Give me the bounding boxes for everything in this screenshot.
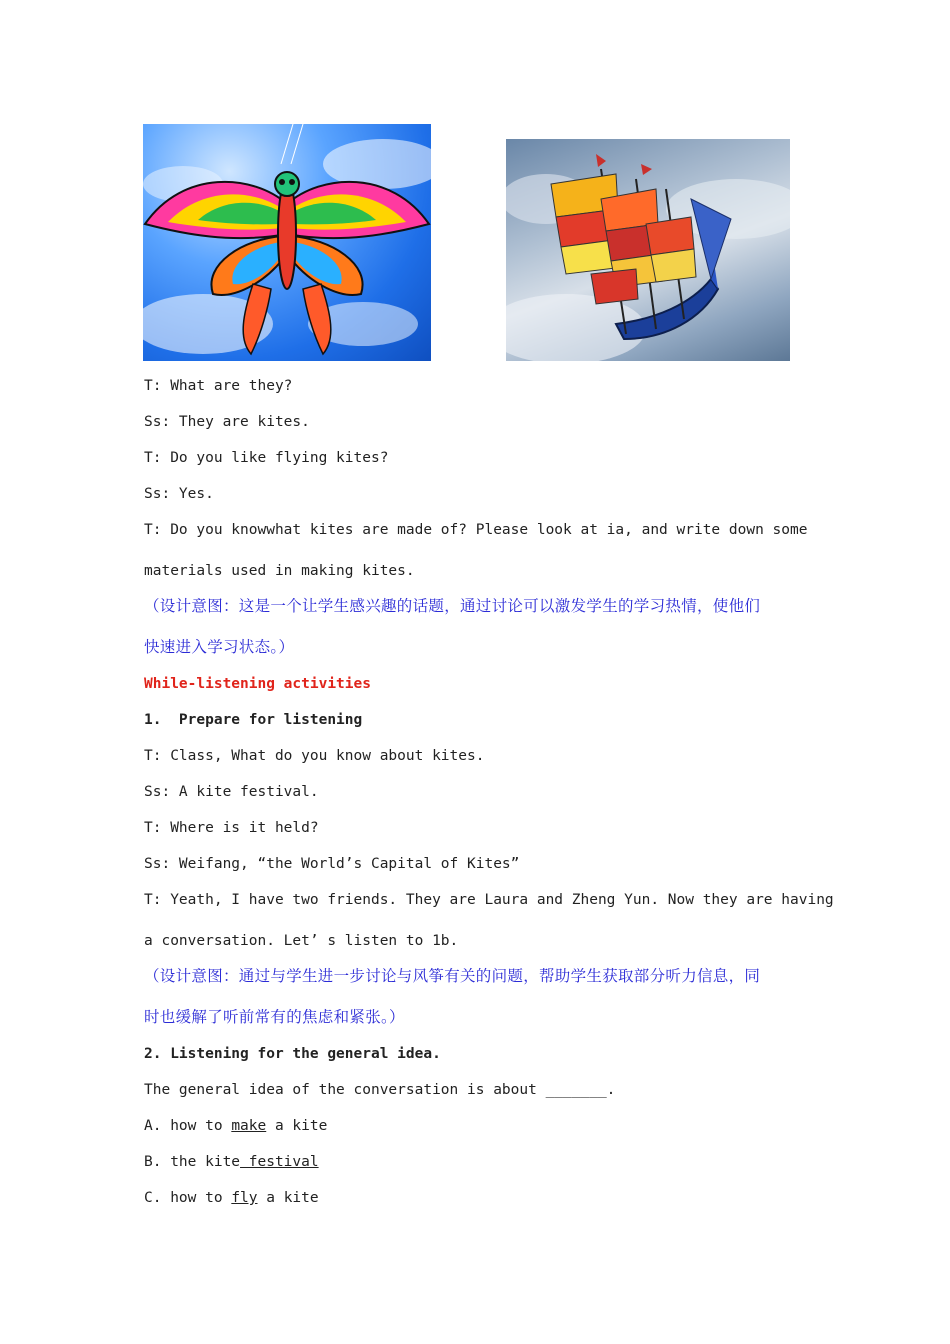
option-text: B. the kite: [144, 1154, 241, 1170]
option-keyword: make: [231, 1118, 267, 1134]
option-a: [144, 1116, 327, 1136]
butterfly-kite-drawing: [143, 124, 431, 361]
dialogue-line: T: What are they?: [144, 378, 293, 394]
dialogue-line: Ss: A kite festival.: [144, 784, 319, 800]
dialogue-line: T: Yeath, I have two friends. They are Laura and Zheng Yun. Now they are having: [144, 892, 834, 908]
option-c: [144, 1188, 319, 1208]
dialogue-line: Ss: They are kites.: [144, 414, 310, 430]
step-heading: 2. Listening for the general idea.: [144, 1046, 441, 1062]
design-intent-note: （设计意图：这是一个让学生感兴趣的话题，通过讨论可以激发学生的学习热情，使他们: [144, 597, 761, 615]
dialogue-line: materials used in making kites.: [144, 563, 415, 579]
dialogue-line: T: Do you knowwhat kites are made of? Please look at ia, and write down some: [144, 522, 808, 538]
dialogue-line: T: Do you like flying kites?: [144, 450, 389, 466]
dialogue-line: T: Class, What do you know about kites.: [144, 748, 485, 764]
section-heading: While-listening activities: [144, 676, 371, 692]
ship-kite-drawing: [506, 139, 790, 361]
option-keyword: fly: [231, 1190, 258, 1206]
option-text: A. how to: [144, 1118, 232, 1134]
design-intent-note: （设计意图：通过与学生进一步讨论与风筝有关的问题，帮助学生获取部分听力信息，同: [144, 967, 761, 985]
butterfly-kite-image: [143, 124, 431, 361]
design-intent-note: 快速进入学习状态。）: [144, 638, 295, 656]
step-heading: 1. Prepare for listening: [144, 712, 363, 728]
option-text: C. how to: [144, 1190, 232, 1206]
option-text: a kite: [257, 1190, 319, 1206]
dialogue-line: Ss: Yes.: [144, 486, 214, 502]
option-keyword: festival: [240, 1154, 319, 1170]
design-intent-note: 时也缓解了听前常有的焦虑和紧张。）: [144, 1008, 405, 1026]
question-text: The general idea of the conversation is about _______.: [144, 1082, 616, 1098]
dialogue-line: Ss: Weifang, “the World’s Capital of Kites”: [144, 856, 520, 872]
option-b: [144, 1152, 319, 1172]
ship-kite-image: [506, 139, 790, 361]
dialogue-line: T: Where is it held?: [144, 820, 319, 836]
dialogue-line: a conversation. Let’ s listen to 1b.: [144, 933, 459, 949]
option-text: a kite: [266, 1118, 328, 1134]
